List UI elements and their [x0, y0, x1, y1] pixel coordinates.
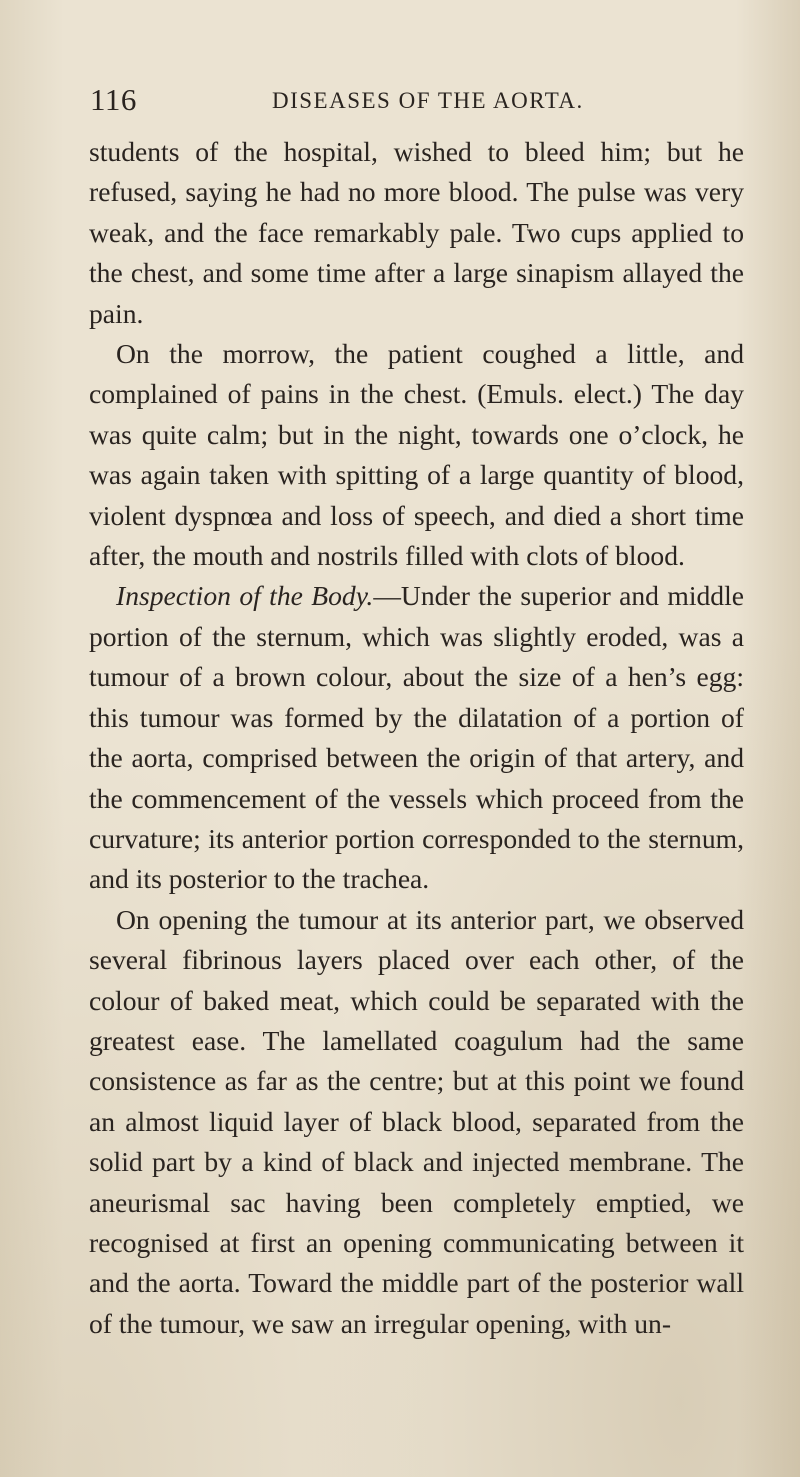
paragraph-1	[89, 132, 744, 334]
paragraph-2-text: On the morrow, the patient coughed a little, and complained of pains in the chest. (Emuls. elect.) The day was quite calm; but in the night, towards one o’clock, he was again taken with spitting of a large quantity of blood, violent dyspnœa and loss of speech, and died a short time after, the mouth and nostrils filled with clots of blood.	[89, 338, 744, 572]
paragraph-2	[89, 334, 744, 576]
section-heading-italic: Inspection of the Body.	[116, 580, 374, 612]
body-text	[89, 132, 744, 1344]
running-head	[90, 82, 740, 122]
paragraph-4	[89, 900, 744, 1344]
paragraph-4-text: On opening the tumour at its anterior part, we observed several fibrinous layers placed over each other, of the colour of baked meat, which could be separated with the greatest ease. The lamellated coagulum had the same consistence as far as the centre; but at this point we found an almost liquid layer of black blood, separated from the solid part by a kind of black and injected membrane. The aneurismal sac having been completely emptied, we recognised at first an opening communicating between it and the aorta. Toward the middle part of the posterior wall of the tumour, we saw an irregular opening, with un-	[89, 903, 744, 1339]
paragraph-1-text: students of the hospital, wished to bleed him; but he refused, saying he had no more blood. The pulse was very weak, and the face remarkably pale. Two cups applied to the chest, and some time after a large sinapism allayed the pain.	[89, 136, 744, 329]
paragraph-3	[89, 576, 744, 899]
paragraph-3-text: —Under the superior and middle portion of the sternum, which was slightly eroded, was a tumour of a brown colour, about the size of a hen’s egg: this tumour was formed by the dilatation of a portion of the aorta, comprised between the origin of that artery, and the commencement of the vessels which proceed from the curvature; its anterior portion corresponded to the sternum, and its posterior to the trachea.	[89, 580, 744, 895]
page-number: 116	[90, 82, 137, 117]
running-head-title: DISEASES OF THE AORTA.	[272, 88, 584, 113]
